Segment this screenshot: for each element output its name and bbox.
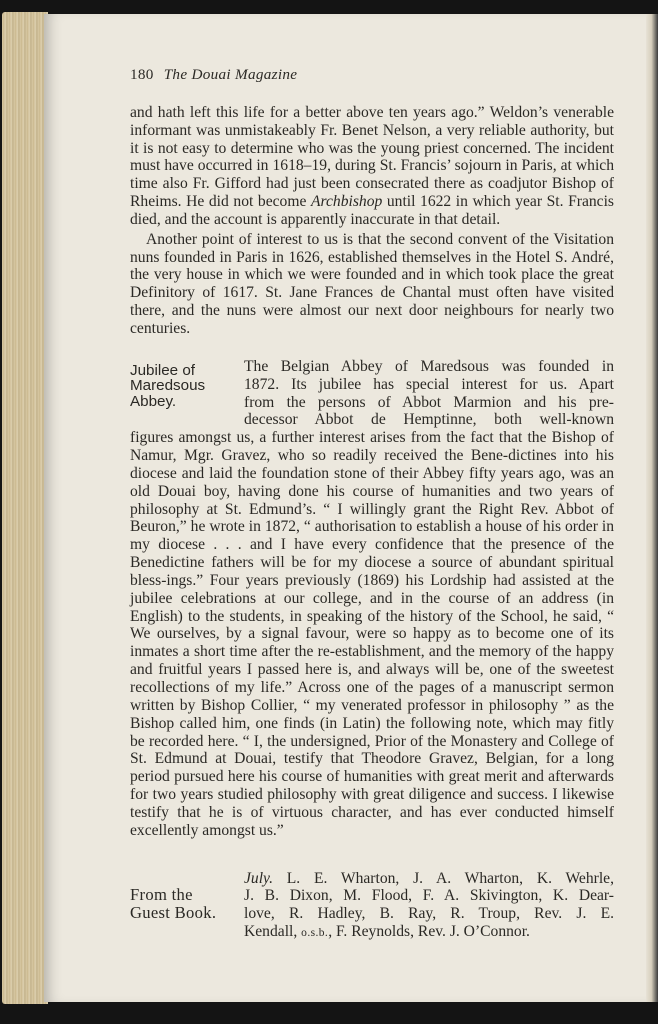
jubilee-section: [130, 358, 614, 840]
side-heading-line: From the: [130, 884, 193, 904]
side-heading-line: Maredsous: [130, 377, 206, 395]
wrapped-line: decessor Abbot de Hemptinne, both well-known: [244, 411, 614, 429]
side-heading-line: Jubilee of: [130, 361, 196, 379]
guest-line: [130, 923, 614, 943]
guest-names: , F. Reynolds, Rev. J. O’Connor.: [328, 923, 530, 941]
running-head: [130, 66, 614, 84]
paragraph-text: and hath left this life for a better above ten years ago.” Weldon’s venerable informant was unmistakeably Fr. Benet Nelson, a very reliable authority, but it is not easy to determine who was the young priest concerned. The incident must have occurred in 1618–19, during St. Francis’ sojourn in Paris, at which time also Fr. Gifford had just been consecrated there as coadjutor Bishop of Rheims. He did not become: [130, 103, 614, 211]
paragraph-weldon: [130, 104, 614, 229]
jubilee-side-heading: [130, 363, 205, 410]
wrapped-line: from the persons of Abbot Marmion and his pre-: [244, 393, 614, 411]
page-edges: [2, 12, 48, 1004]
month-label: July.: [244, 869, 274, 887]
italic-word: Archbishop: [310, 193, 383, 211]
guest-names: Kendall,: [244, 923, 302, 941]
page-number: 180: [130, 66, 154, 83]
guest-book-side-heading: [130, 886, 216, 922]
side-heading-line: Abbey.: [130, 392, 177, 410]
wrapped-line: 1872. Its jubilee has special interest for us. Apart: [244, 375, 614, 393]
paragraph-text: until 1622 in which year St. Francis died, and the account is apparently inaccurate in that detail.: [130, 193, 615, 228]
side-heading-line: Guest Book.: [130, 902, 217, 922]
journal-title: The Douai Magazine: [163, 66, 298, 83]
guest-book-section: [130, 870, 614, 943]
text-block: [130, 66, 614, 943]
guest-line: J. B. Dixon, M. Flood, F. A. Skivington, K. Dear-: [244, 887, 614, 905]
paragraph-visitation: Another point of interest to us is that the second convent of the Visitation nuns founded in Paris in 1626, established themselves in the Hotel S. André, the very house in which we were founded and in which took place the great Definitory of 1617. St. Jane Frances de Chantal must often have visited there, and the nuns were almost our next door neighbours for nearly two centuries.: [130, 230, 614, 337]
wrapped-line: The Belgian Abbey of Maredsous was founded in: [244, 357, 614, 375]
guest-line: love, R. Hadley, B. Ray, R. Troup, Rev. J. E.: [244, 905, 614, 923]
jubilee-body: figures amongst us, a further interest arises from the fact that the Bishop of Namur, Mgr. Gravez, who so readily received the Bene-dictines into his diocese and laid the foundation stone of their Abbey fifty years ago, was an old Douai boy, having done his course of humanities and two years of philosophy at St. Edmund’s. “ I willingly grant the Right Rev. Abbot of Beuron,” he wrote in 1872, “ authorisation to establish a house of his order in my diocese . . . and I have every confidence that the presence of the Benedictine fathers will be for my diocese a source of abundant spiritual bless-ings.” Four years previously (1869) his Lordship had assisted at the jubilee celebrations at our college, and in the course of an address (in English) to the students, in speaking of the history of the School, he said, “ We ourselves, by a signal favour, were so happy as to become one of its inmates a short time after the re-establishment, and the memory of the happy and fruitful years I passed here is, and always will be, one of the sweetest recollections of my life.” Across one of the pages of a manuscript sermon written by Bishop Collier, “ my venerated professor in philosophy ” as the Bishop called him, one finds (in Latin) the following note, which may fitly be recorded here. “ I, the undersigned, Prior of the Monastery and College of St. Edmund at Douai, testify that Theodore Gravez, Belgian, for a long period pursued here his course of humanities with great merit and afterwards for two years studied philosophy with great diligence and success. I likewise testify that he is of virtuous character, and has ever conducted himself excellently amongst us.”: [130, 429, 614, 839]
guest-names: L. E. Wharton, J. A. Wharton, K. Wehrle,: [273, 869, 614, 887]
right-page-edge: [646, 14, 658, 1002]
order-abbreviation: o.s.b.: [301, 927, 329, 940]
